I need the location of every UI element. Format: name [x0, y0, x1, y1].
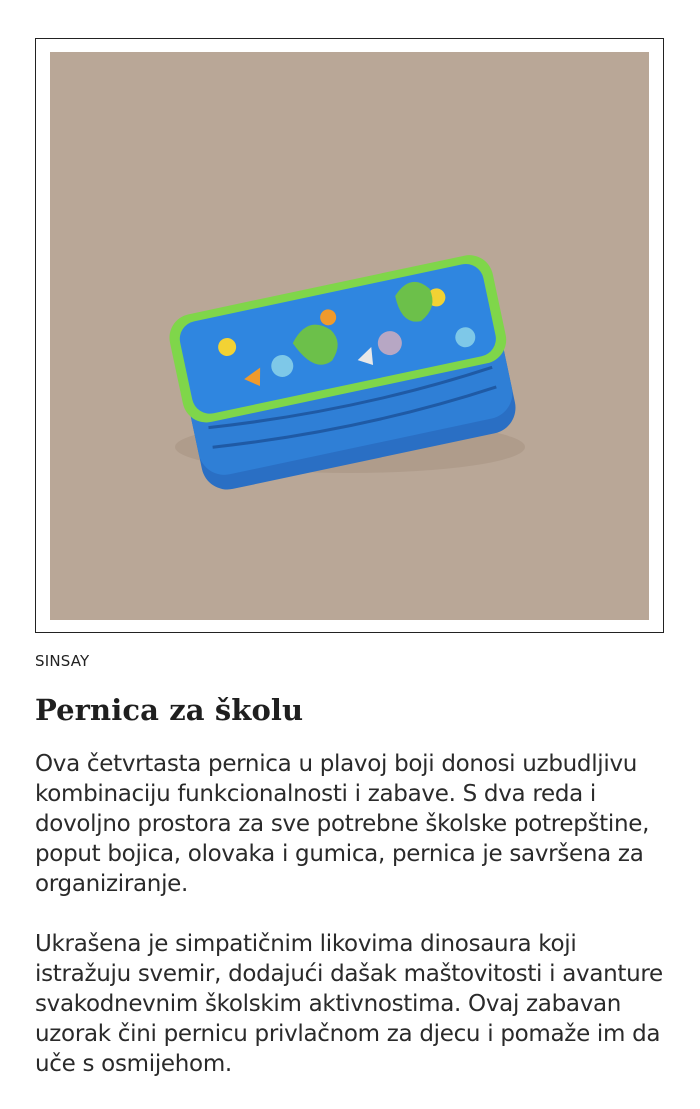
brand-name[interactable]: SINSAY	[35, 652, 90, 670]
product-title: Pernica za školu	[35, 693, 304, 727]
product-image[interactable]	[50, 52, 649, 620]
description-paragraph: Ukrašena je simpatičnim likovima dinosaura koji istražuju svemir, dodajući dašak maštovitosti i avanture svakodnevnim školskim aktivnostima. Ovaj zabavan uzorak čini pernicu privlačnom za djecu i pomaže im da uče s osmijehom.	[35, 931, 663, 1077]
product-image-frame[interactable]	[35, 38, 664, 633]
pencil-case-icon	[50, 52, 649, 620]
description-paragraph: Ova četvrtasta pernica u plavoj boji donosi uzbudljivu kombinaciju funkcionalnosti i zabave. S dva reda i dovoljno prostora za sve potrebne školske potrepštine, poput bojica, olovaka i gumica, pernica je savršena za organiziranje.	[35, 751, 650, 897]
product-description	[35, 749, 675, 1109]
